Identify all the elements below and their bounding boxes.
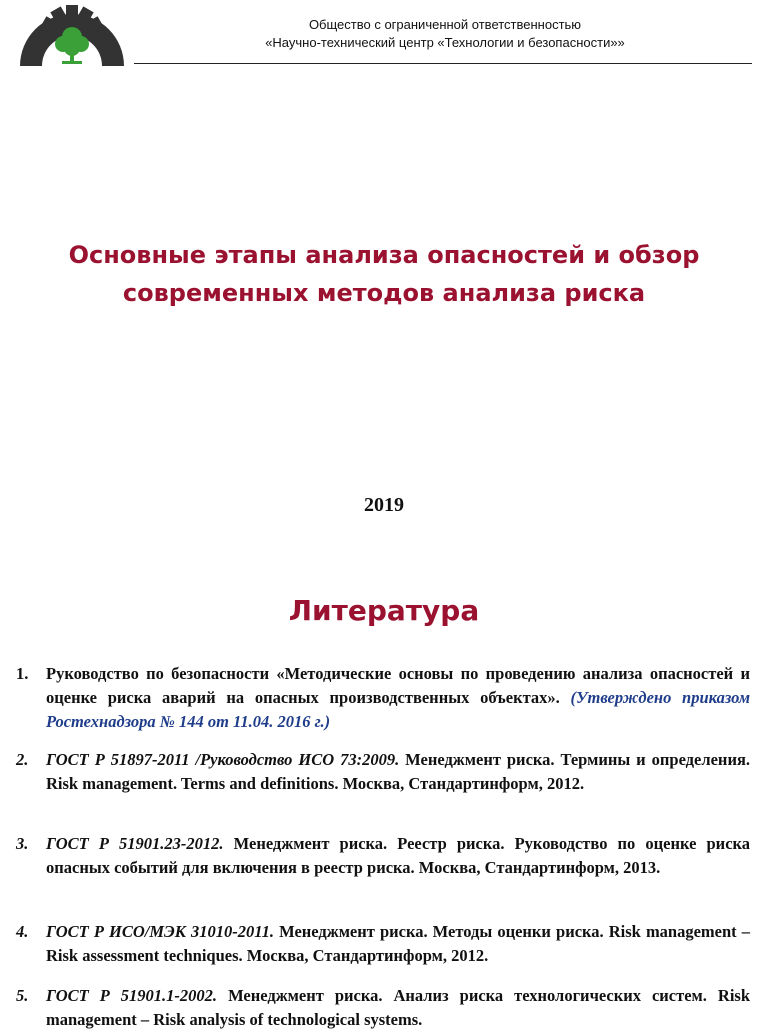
item-document: ГОСТ Р ИСО/МЭК 31010-2011. (46, 922, 274, 941)
item-number: 1. (16, 664, 29, 683)
literature-item-5 (16, 984, 751, 1032)
item-text: Менеджмент риска. Анализ риска технологических систем. Risk management – Risk analysis of technological systems. (46, 986, 751, 1029)
document-year: 2019 (364, 494, 404, 516)
literature-heading: Литература (288, 594, 480, 627)
item-text: Руководство по безопасности «Методические основы по проведению анализа опасностей и оценке риска аварий на опасных производственных объектах». (46, 664, 750, 707)
item-number: 5. (16, 986, 29, 1005)
item-text: Менеджмент риска. Методы оценки риска. Risk management – Risk assessment techniques. Москва, Стандартинформ, 2012. (46, 922, 751, 965)
org-line-2: «Научно-технический центр «Технологии и безопасности»» (265, 35, 625, 50)
literature-item-2 (16, 748, 750, 796)
item-text: Менеджмент риска. Реестр риска. Руководство по оценке риска опасных событий для включения в реестр риска. Москва, Стандартинформ, 2013. (46, 834, 751, 877)
title-line-2: современных методов анализа риска (122, 279, 646, 307)
org-line-1: Общество с ограниченной ответственностью (308, 17, 582, 32)
item-document: ГОСТ Р 51901.1-2002. (46, 986, 218, 1005)
organization-name (140, 16, 750, 52)
item-document: ГОСТ Р 51897-2011 /Руководство ИСО 73:2009. (46, 750, 400, 769)
item-note: (Утверждено приказом Ростехнадзора № 144 от 11.04. 2016 г.) (46, 688, 751, 731)
header-divider (134, 63, 752, 64)
document-title (20, 236, 748, 312)
literature-item-3 (16, 832, 751, 880)
item-document: ГОСТ Р 51901.23-2012. (46, 834, 224, 853)
item-text: Менеджмент риска. Термины и определения. Risk management. Terms and definitions. Москва, Стандартинформ, 2012. (46, 750, 750, 793)
gear-tree-icon (16, 4, 128, 66)
item-number: 3. (16, 834, 29, 853)
literature-item-1 (16, 662, 751, 734)
item-number: 2. (16, 750, 29, 769)
title-line-1: Основные этапы анализа опасностей и обзор (68, 241, 700, 269)
literature-item-4 (16, 920, 751, 968)
company-logo (16, 4, 128, 66)
item-number: 4. (16, 922, 29, 941)
